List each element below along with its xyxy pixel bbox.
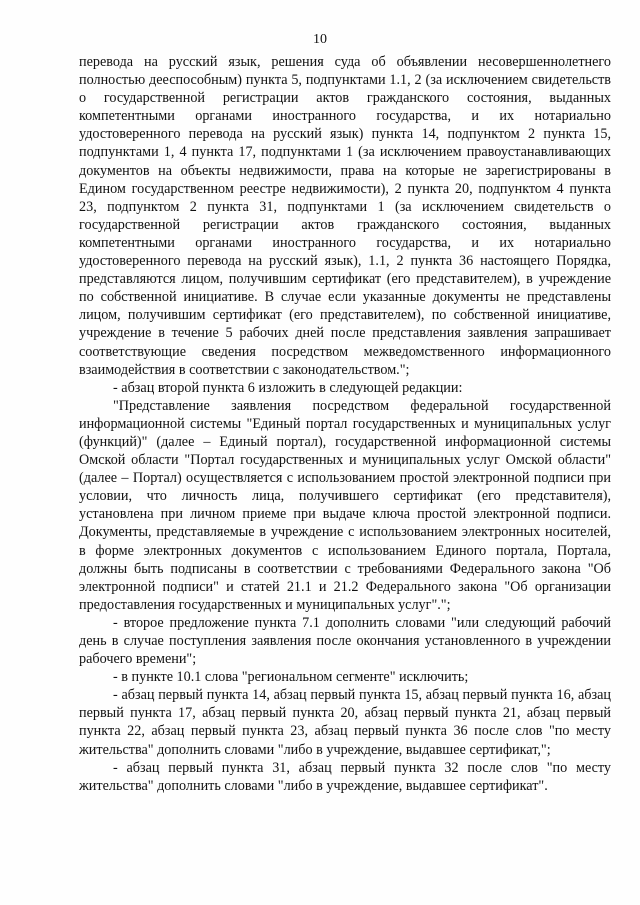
paragraph-amendment-items-14-36: - абзац первый пункта 14, абзац первый пункта 15, абзац первый пункта 16, абзац первый пункта 17, абзац первый пункта 20, абзац первый пункта 21, абзац первый пункта 22, абзац первый пункта 23, абзац первый пункта 36 после слов "по месту жительства" дополнить словами "либо в учреждение, выдавшее сертификат,"; — [79, 687, 611, 758]
paragraph-quoted-text: "Представление заявления посредством федеральной государственной информационной системы "Единый портал государственных и муниципальных услуг (функций)" (далее – Единый портал), государственной информационной системы Омской области "Портал государственных и муниципальных услуг Омской области" (далее – Портал) осуществляется с использованием простой электронной подписи при условии, что личность лица, получившего сертификат (его представителя), установлена при личном приеме при выдаче ключа простой электронной подписи. Документы, представляемые в учреждение с использованием электронных носителей, в форме электронных документов с использованием Единого портала, Портала, должны быть подписаны в соответствии с требованиями Федерального закона "Об электронной подписи" и статей 21.1 и 21.2 Федерального закона "Об организации предоставления государственных и муниципальных услуг"."; — [79, 397, 611, 613]
page-number: 10 — [313, 32, 327, 47]
paragraph-amendment-item-7-1: - второе предложение пункта 7.1 дополнить словами "или следующий рабочий день в случае поступления заявления после окончания установленного в учреждении рабочего времени"; — [79, 614, 611, 668]
paragraph-amendment-item-6: - абзац второй пункта 6 изложить в следующей редакции: — [113, 379, 463, 396]
paragraph-amendment-items-31-32: - абзац первый пункта 31, абзац первый пункта 32 после слов "по месту жительства" дополнить словами "либо в учреждение, выдавшее сертификат". — [79, 759, 611, 794]
paragraph-continuation: перевода на русский язык, решения суда об объявлении несовершеннолетнего полностью дееспособным) пункта 5, подпунктами 1.1, 2 (за исключением свидетельств о государственной регистрации актов гражданского состояния, выданных компетентными органами иностранного государства, и их нотариально удостоверенного перевода на русский язык) пункта 14, подпунктом 2 пункта 15, подпунктами 1, 4 пункта 17, подпунктами 1 (за исключением правоустанавливающих документов на объекты недвижимости, права на которые не зарегистрированы в Едином государственном реестре недвижимости), 2 пункта 20, подпунктом 4 пункта 23, подпунктом 2 пункта 31, подпунктами 1 (за исключением свидетельств о государственной регистрации актов гражданского состояния, выданных компетентными органами иностранного государства, и их нотариально удостоверенного перевода на русский язык), 1.1, 2 пункта 36 настоящего Порядка, представляются лицом, получившим сертификат (его представителем), в учреждение по собственной инициативе. В случае если указанные документы не представлены лицом, получившим сертификат (его представителем), по собственной инициативе, учреждение в течение 5 рабочих дней после представления заявления запрашивает соответствующие сведения посредством межведомственного информационного взаимодействия в соответствии с законодательством."; — [79, 54, 611, 378]
paragraph-amendment-item-10-1: - в пункте 10.1 слова "региональном сегменте" исключить; — [113, 669, 469, 686]
document-body — [79, 53, 611, 795]
